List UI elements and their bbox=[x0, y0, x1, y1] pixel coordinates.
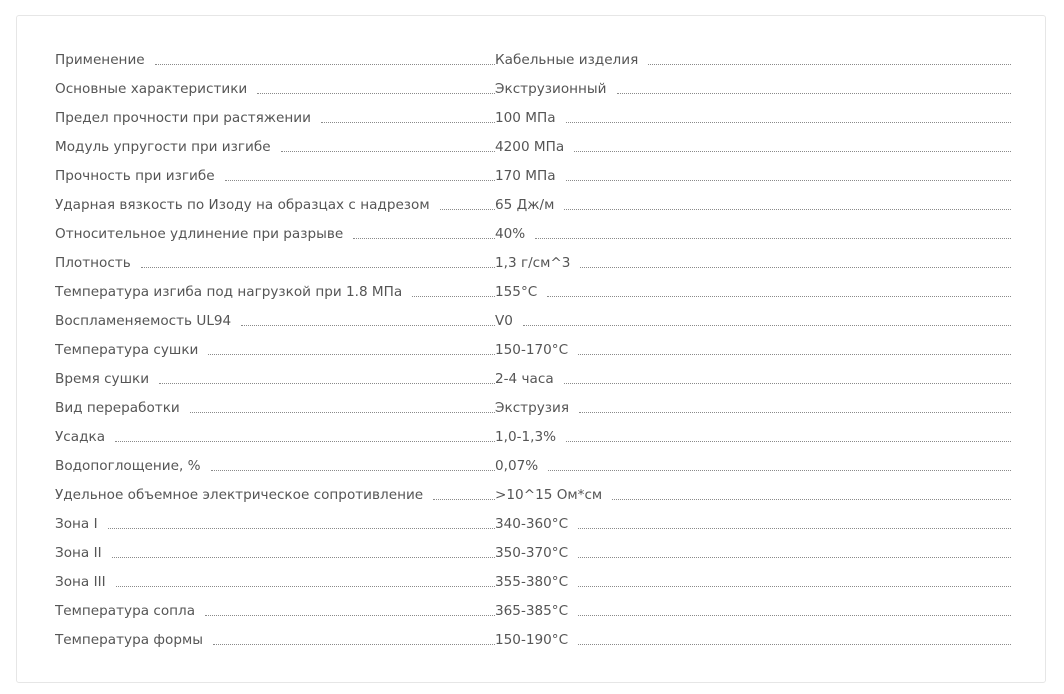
dotted-leader bbox=[579, 398, 1011, 413]
spec-row bbox=[55, 166, 1011, 195]
dotted-leader bbox=[257, 79, 495, 94]
spec-value: 355-380°C bbox=[495, 572, 578, 592]
spec-name: Прочность при изгибе bbox=[55, 166, 225, 186]
spec-value: 1,3 г/см^3 bbox=[495, 253, 580, 273]
spec-value: 65 Дж/м bbox=[495, 195, 564, 215]
dotted-leader bbox=[578, 630, 1011, 645]
spec-row bbox=[55, 514, 1011, 543]
spec-value: 4200 МПа bbox=[495, 137, 574, 157]
dotted-leader bbox=[155, 50, 495, 65]
spec-name: Водопоглощение, % bbox=[55, 456, 211, 476]
spec-value: 150-190°C bbox=[495, 630, 578, 650]
spec-row bbox=[55, 369, 1011, 398]
spec-value: 100 МПа bbox=[495, 108, 566, 128]
spec-value: 365-385°C bbox=[495, 601, 578, 621]
spec-row bbox=[55, 108, 1011, 137]
spec-value: 340-360°C bbox=[495, 514, 578, 534]
spec-row bbox=[55, 282, 1011, 311]
spec-name: Плотность bbox=[55, 253, 141, 273]
dotted-leader bbox=[564, 195, 1011, 210]
spec-value: Экструзия bbox=[495, 398, 579, 418]
spec-name: Температура изгиба под нагрузкой при 1.8 МПа bbox=[55, 282, 412, 302]
dotted-leader bbox=[190, 398, 495, 413]
spec-value: V0 bbox=[495, 311, 523, 331]
spec-value: 155°C bbox=[495, 282, 547, 302]
spec-value: 40% bbox=[495, 224, 535, 244]
dotted-leader bbox=[535, 224, 1011, 239]
spec-row bbox=[55, 485, 1011, 514]
dotted-leader bbox=[281, 137, 495, 152]
spec-name: Предел прочности при растяжении bbox=[55, 108, 321, 128]
spec-value: Экструзионный bbox=[495, 79, 617, 99]
spec-name: Удельное объемное электрическое сопротивление bbox=[55, 485, 433, 505]
dotted-leader bbox=[578, 572, 1011, 587]
dotted-leader bbox=[617, 79, 1012, 94]
spec-row bbox=[55, 398, 1011, 427]
spec-name: Ударная вязкость по Изоду на образцах с надрезом bbox=[55, 195, 440, 215]
spec-row bbox=[55, 456, 1011, 485]
dotted-leader bbox=[412, 282, 495, 297]
specifications-list bbox=[55, 50, 1011, 659]
dotted-leader bbox=[433, 485, 495, 500]
spec-name: Воспламеняемость UL94 bbox=[55, 311, 241, 331]
dotted-leader bbox=[578, 601, 1011, 616]
dotted-leader bbox=[523, 311, 1011, 326]
spec-value: >10^15 Ом*см bbox=[495, 485, 612, 505]
dotted-leader bbox=[241, 311, 495, 326]
spec-name: Температура сопла bbox=[55, 601, 205, 621]
spec-name: Зона III bbox=[55, 572, 116, 592]
dotted-leader bbox=[566, 166, 1011, 181]
spec-row bbox=[55, 137, 1011, 166]
dotted-leader bbox=[208, 340, 495, 355]
spec-name: Основные характеристики bbox=[55, 79, 257, 99]
spec-name: Относительное удлинение при разрыве bbox=[55, 224, 353, 244]
dotted-leader bbox=[578, 340, 1011, 355]
dotted-leader bbox=[205, 601, 495, 616]
spec-value: 1,0-1,3% bbox=[495, 427, 566, 447]
spec-row bbox=[55, 572, 1011, 601]
spec-value: Кабельные изделия bbox=[495, 50, 648, 70]
dotted-leader bbox=[159, 369, 495, 384]
spec-row bbox=[55, 427, 1011, 456]
dotted-leader bbox=[108, 514, 495, 529]
spec-row bbox=[55, 195, 1011, 224]
dotted-leader bbox=[548, 456, 1011, 471]
spec-name: Температура сушки bbox=[55, 340, 208, 360]
spec-value: 2-4 часа bbox=[495, 369, 564, 389]
dotted-leader bbox=[213, 630, 495, 645]
spec-row bbox=[55, 630, 1011, 659]
dotted-leader bbox=[321, 108, 495, 123]
spec-row bbox=[55, 79, 1011, 108]
dotted-leader bbox=[115, 427, 495, 442]
spec-row bbox=[55, 224, 1011, 253]
spec-name: Температура формы bbox=[55, 630, 213, 650]
spec-value: 0,07% bbox=[495, 456, 548, 476]
spec-value: 170 МПа bbox=[495, 166, 566, 186]
spec-value: 150-170°C bbox=[495, 340, 578, 360]
spec-row bbox=[55, 601, 1011, 630]
dotted-leader bbox=[578, 514, 1011, 529]
dotted-leader bbox=[440, 195, 495, 210]
spec-row bbox=[55, 50, 1011, 79]
spec-row bbox=[55, 253, 1011, 282]
spec-row bbox=[55, 543, 1011, 572]
dotted-leader bbox=[547, 282, 1011, 297]
spec-name: Модуль упругости при изгибе bbox=[55, 137, 281, 157]
dotted-leader bbox=[141, 253, 495, 268]
dotted-leader bbox=[612, 485, 1011, 500]
spec-row bbox=[55, 340, 1011, 369]
spec-name: Время сушки bbox=[55, 369, 159, 389]
dotted-leader bbox=[578, 543, 1011, 558]
dotted-leader bbox=[116, 572, 495, 587]
dotted-leader bbox=[211, 456, 495, 471]
dotted-leader bbox=[112, 543, 495, 558]
dotted-leader bbox=[648, 50, 1011, 65]
spec-name: Вид переработки bbox=[55, 398, 190, 418]
spec-name: Зона II bbox=[55, 543, 112, 563]
dotted-leader bbox=[580, 253, 1011, 268]
spec-name: Усадка bbox=[55, 427, 115, 447]
spec-row bbox=[55, 311, 1011, 340]
dotted-leader bbox=[574, 137, 1011, 152]
specifications-card bbox=[16, 15, 1046, 683]
dotted-leader bbox=[353, 224, 495, 239]
spec-name: Зона I bbox=[55, 514, 108, 534]
dotted-leader bbox=[564, 369, 1011, 384]
spec-value: 350-370°C bbox=[495, 543, 578, 563]
dotted-leader bbox=[225, 166, 495, 181]
spec-name: Применение bbox=[55, 50, 155, 70]
dotted-leader bbox=[566, 108, 1011, 123]
dotted-leader bbox=[566, 427, 1011, 442]
